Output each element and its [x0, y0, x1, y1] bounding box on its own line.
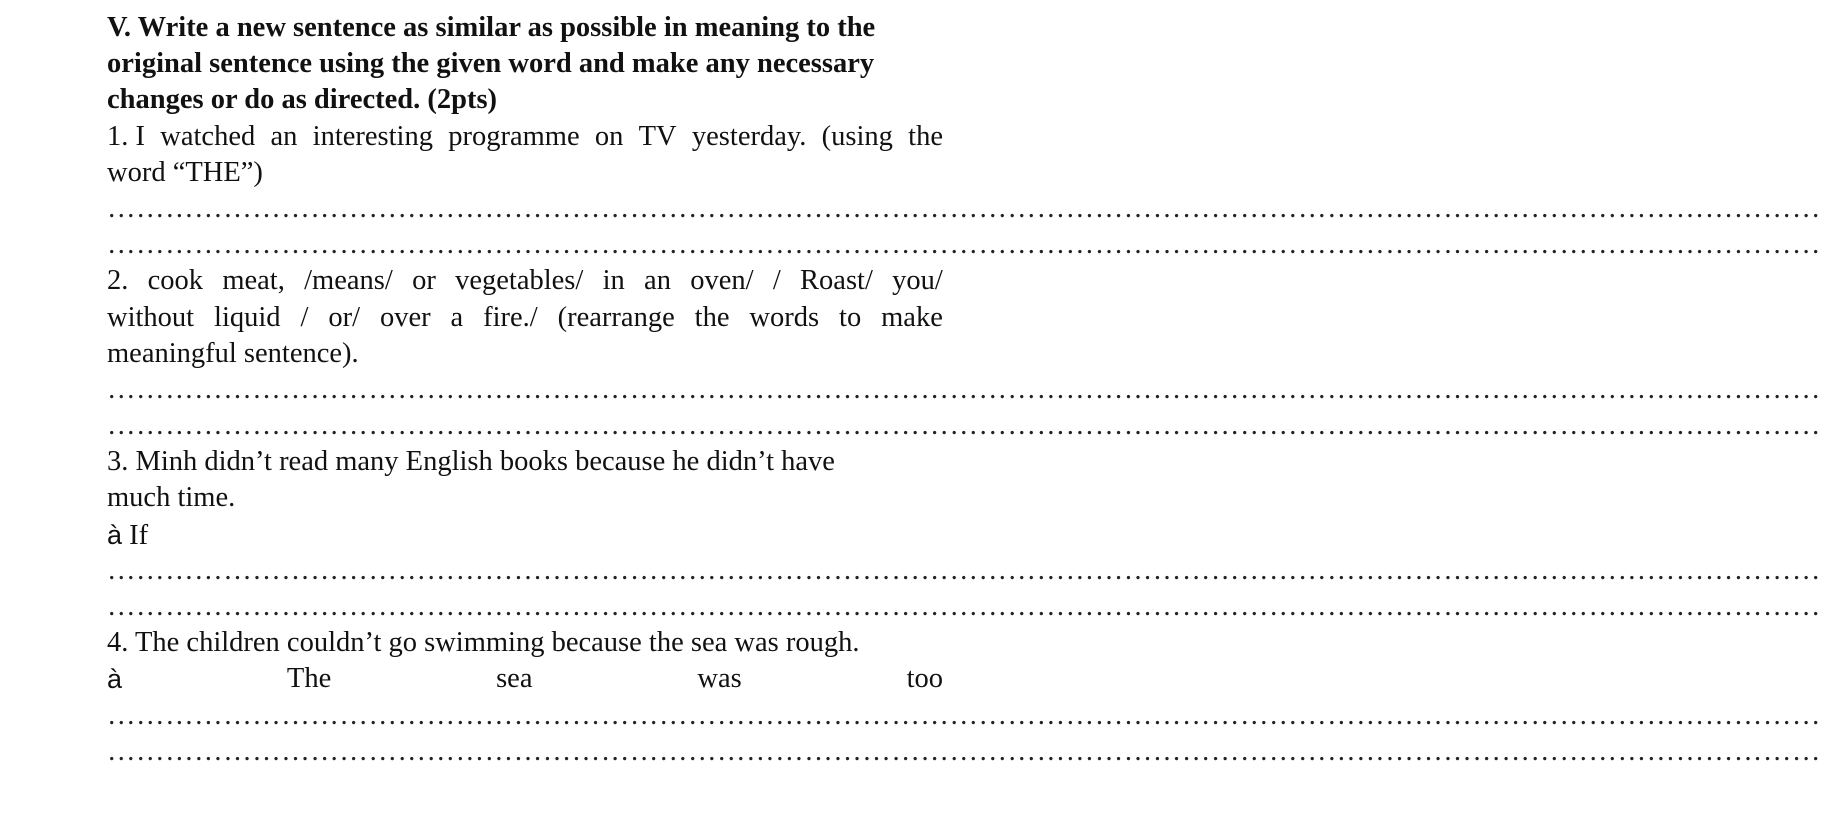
word: to — [839, 301, 862, 333]
answer-line-4b[interactable]: …………………………………………………………………………………………………………………………………………………………… — [107, 735, 1821, 767]
answer-line-3b[interactable]: …………………………………………………………………………………………………………………………………………………………… — [107, 591, 1821, 622]
question-1-line-2: word “THE”) — [107, 156, 263, 188]
word: meat, — [222, 265, 285, 297]
word: you/ — [892, 265, 943, 297]
section-heading-line-1: V. Write a new sentence as similar as possible in meaning to the — [107, 12, 876, 43]
word: on — [594, 120, 624, 152]
word: cook — [147, 265, 204, 297]
question-4-line-1: 4. The children couldn’t go swimming because the sea was rough. — [107, 627, 860, 659]
question-2-line-2 — [107, 300, 943, 336]
section-heading-line-2: original sentence using the given word and make any necessary — [107, 48, 875, 80]
arrow-marker: à — [107, 519, 123, 550]
answer-line-3a[interactable]: …………………………………………………………………………………………………………………………………………………………… — [107, 554, 1821, 586]
word: (using — [821, 120, 893, 152]
word: or — [412, 265, 436, 297]
word: 2. — [107, 265, 129, 297]
question-2-line-1 — [107, 263, 943, 299]
word: vegetables/ — [455, 265, 584, 297]
word: the — [908, 120, 943, 152]
word: liquid — [214, 301, 281, 333]
word: the — [694, 301, 730, 333]
arrow-marker: à — [107, 664, 123, 695]
word: an — [644, 265, 671, 297]
section-heading-line-3: changes or do as directed. (2pts) — [107, 84, 498, 116]
word: If — [129, 519, 149, 551]
question-3-line-1: 3. Minh didn’t read many English books because he didn’t have — [107, 446, 835, 478]
answer-line-2b[interactable]: …………………………………………………………………………………………………………………………………………………………… — [107, 410, 1821, 442]
word: fire./ — [483, 301, 538, 333]
word: sea — [496, 663, 533, 695]
worksheet — [107, 10, 1821, 770]
word: /means/ — [304, 265, 393, 297]
word: / — [772, 265, 781, 297]
word: Roast/ — [800, 265, 873, 297]
word: over — [379, 301, 431, 333]
answer-line-4a[interactable]: …………………………………………………………………………………………………………………………………………………………… — [107, 699, 1821, 731]
question-1-line-1 — [107, 119, 943, 155]
answer-line-1a[interactable]: …………………………………………………………………………………………………………………………………………………………… — [107, 192, 1821, 224]
word: watched — [160, 120, 256, 152]
question-3-line-2: much time. — [107, 482, 236, 514]
word: TV — [638, 120, 677, 152]
word: too — [906, 663, 943, 695]
word: / — [300, 301, 309, 333]
question-4-line-2 — [107, 661, 943, 697]
word: make — [881, 301, 943, 333]
word: yesterday. — [691, 120, 807, 152]
word: was — [697, 663, 742, 695]
word: words — [749, 301, 820, 333]
word: an — [270, 120, 298, 152]
word: or/ — [328, 301, 361, 333]
word: The — [286, 663, 332, 695]
word: oven/ — [690, 265, 754, 297]
answer-line-1b[interactable]: …………………………………………………………………………………………………………………………………………………………… — [107, 229, 1821, 261]
answer-line-2a[interactable]: …………………………………………………………………………………………………………………………………………………………… — [107, 373, 1821, 405]
word: a — [450, 301, 464, 333]
question-2-line-3: meaningful sentence). — [107, 337, 359, 369]
word: in — [602, 265, 625, 297]
word: without — [107, 301, 195, 333]
question-3-line-3 — [107, 517, 943, 553]
word: (rearrange — [557, 301, 675, 333]
word: interesting — [312, 120, 433, 152]
word: programme — [448, 120, 580, 152]
word: 1. I — [107, 120, 145, 152]
